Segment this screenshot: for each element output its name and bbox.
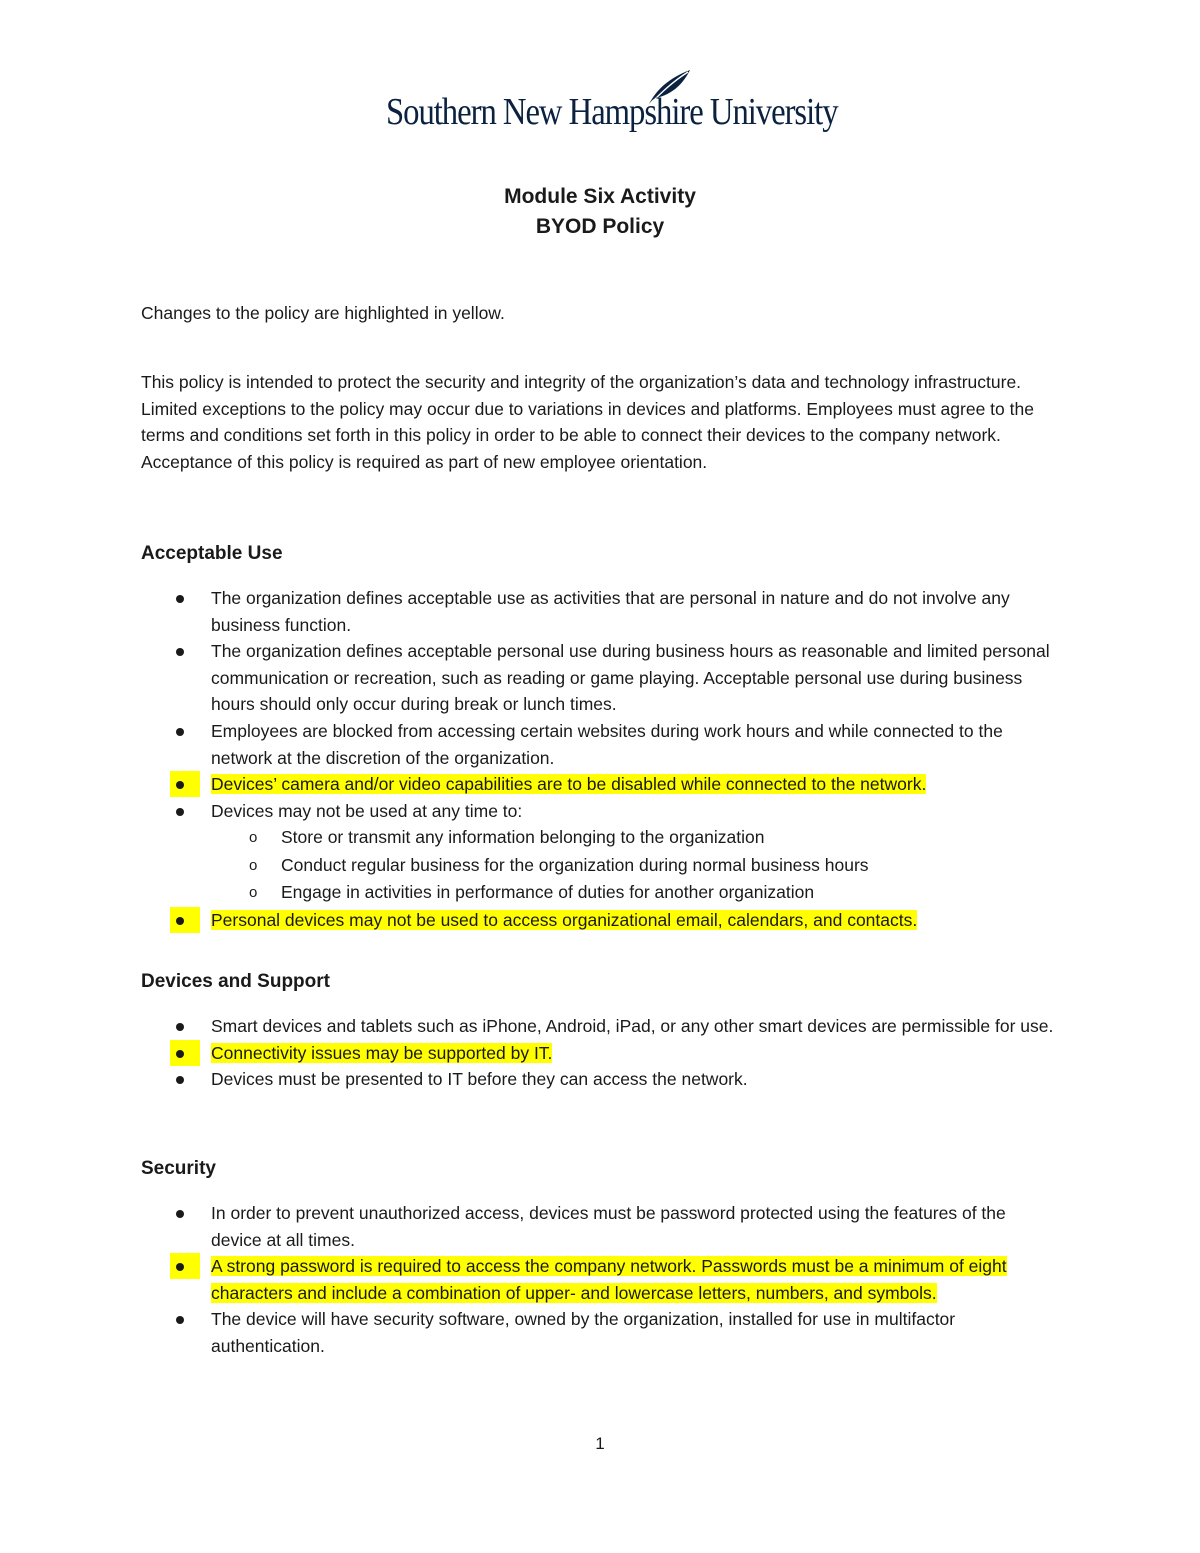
bullet-icon <box>176 595 184 603</box>
list-item-highlighted: Devices’ camera and/or video capabilities are to be disabled while connected to the network. <box>0 771 1061 798</box>
title-block <box>0 182 1200 242</box>
section-heading-devices-support: Devices and Support <box>141 971 330 992</box>
acceptable-use-list <box>0 585 1200 933</box>
list-item: Devices may not be used at any time to: o Store or transmit any information belonging to the organization o Conduct regular business for the organization during normal business hours o Engage in activities in performance of duties for another organization <box>0 798 1061 907</box>
highlight-mark <box>170 771 200 797</box>
list-item: The organization defines acceptable personal use during business hours as reasonable and limited personal communication or recreation, such as reading or game playing. Acceptable personal use during business hours should only occur during break or lunch times. <box>0 638 1061 718</box>
list-item-highlighted: Personal devices may not be used to access organizational email, calendars, and contacts. <box>0 907 1061 934</box>
highlight-mark <box>170 907 200 933</box>
list-item: In order to prevent unauthorized access, devices must be password protected using the features of the device at all times. <box>0 1200 1061 1253</box>
bullet-icon <box>176 1050 184 1058</box>
bullet-icon <box>176 1316 184 1324</box>
list-item: Employees are blocked from accessing certain websites during work hours and while connected to the network at the discretion of the organization. <box>0 718 1061 771</box>
security-list <box>0 1200 1200 1360</box>
bullet-icon <box>176 728 184 736</box>
highlight-mark <box>170 1040 200 1066</box>
intro-note: Changes to the policy are highlighted in yellow. <box>141 303 505 323</box>
sub-list <box>211 824 1061 907</box>
section-heading-acceptable-use: Acceptable Use <box>141 543 283 564</box>
university-logo <box>386 68 838 138</box>
bullet-icon <box>176 1210 184 1218</box>
list-item: The organization defines acceptable use as activities that are personal in nature and do not involve any business function. <box>0 585 1061 638</box>
bullet-icon <box>176 648 184 656</box>
devices-support-list <box>0 1013 1200 1093</box>
bullet-icon <box>176 1076 184 1084</box>
list-item-highlighted: Connectivity issues may be supported by IT. <box>0 1040 1061 1067</box>
circle-bullet-icon: o <box>249 829 258 847</box>
logo-wordmark: Southern New Hampshire University <box>386 91 838 133</box>
page-subtitle: BYOD Policy <box>535 215 665 238</box>
list-item-highlighted: A strong password is required to access the company network. Passwords must be a minimum of eight characters and include a combination of upper- and lowercase letters, numbers, and symbols. <box>0 1253 1061 1306</box>
page-number: 1 <box>595 1434 605 1453</box>
bullet-icon <box>176 917 184 925</box>
page-title: Module Six Activity <box>504 185 696 208</box>
bullet-icon <box>176 808 184 816</box>
list-item: Smart devices and tablets such as iPhone, Android, iPad, or any other smart devices are permissible for use. <box>0 1013 1061 1040</box>
sub-list-item: o Store or transmit any information belonging to the organization <box>211 824 1061 852</box>
list-item: Devices must be presented to IT before they can access the network. <box>0 1066 1061 1093</box>
highlight-mark <box>170 1253 200 1279</box>
sub-list-item: o Engage in activities in performance of duties for another organization <box>211 879 1061 907</box>
intro-paragraph: This policy is intended to protect the security and integrity of the organization’s data and technology infrastructure. Limited exceptions to the policy may occur due to variations in devices and platforms. Employees must agree to the terms and conditions set forth in this policy in order to be able to connect their devices to the company network. Acceptance of this policy is required as part of new employee orientation. <box>141 372 1034 472</box>
list-item: The device will have security software, owned by the organization, installed for use in multifactor authentication. <box>0 1306 1061 1359</box>
sub-list-item: o Conduct regular business for the organization during normal business hours <box>211 852 1061 880</box>
bullet-icon <box>176 1023 184 1031</box>
circle-bullet-icon: o <box>249 856 258 874</box>
section-heading-security: Security <box>141 1158 216 1179</box>
circle-bullet-icon: o <box>249 884 258 902</box>
